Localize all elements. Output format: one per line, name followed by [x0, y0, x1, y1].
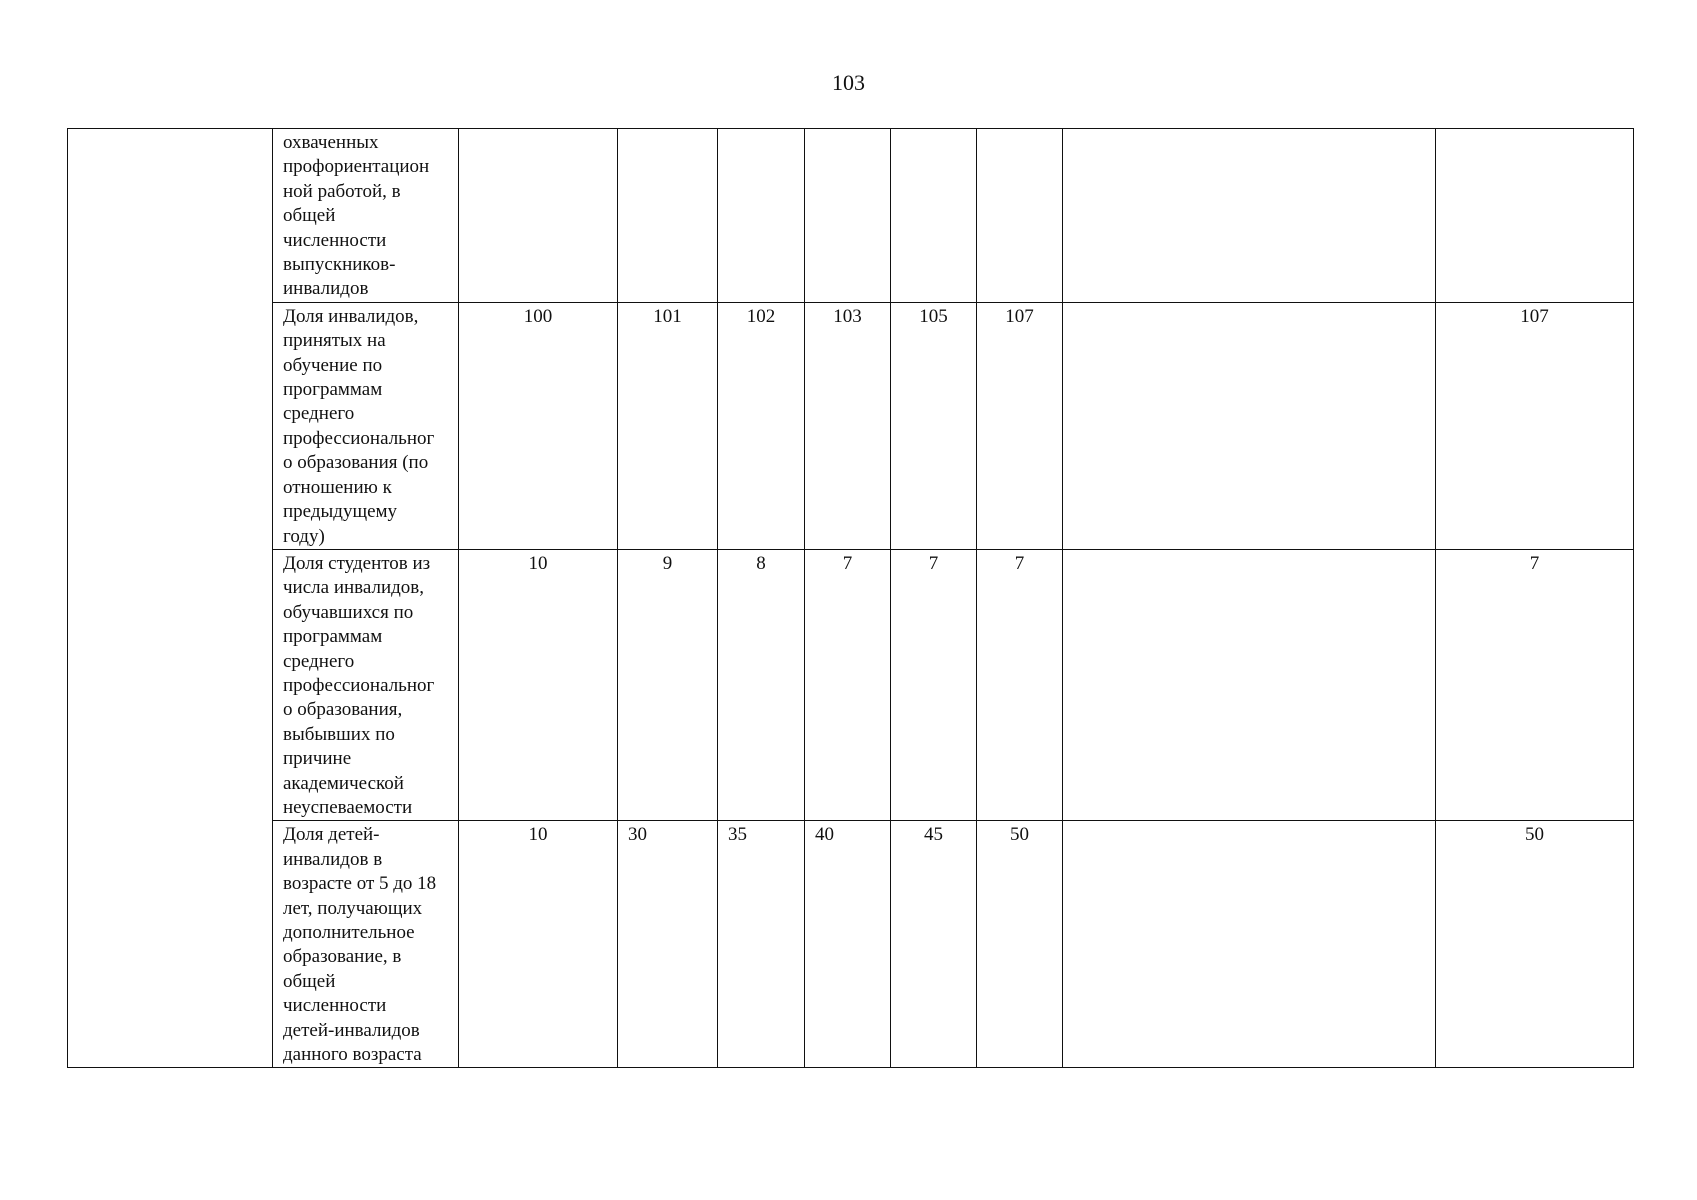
- row-description-cell: [273, 821, 459, 1068]
- value-cell-8: 7: [1436, 549, 1634, 820]
- desc-line: возрасте от 5 до 18: [283, 873, 437, 895]
- value-cell-3: 8: [718, 549, 805, 820]
- desc-line: среднего: [283, 403, 355, 425]
- desc-line: году): [283, 525, 325, 547]
- value-cell-1: 100: [459, 302, 618, 549]
- desc-line: Доля студентов из: [283, 552, 431, 574]
- desc-line: академической: [283, 772, 404, 794]
- desc-line: численности: [283, 229, 387, 251]
- table-row: [68, 302, 1634, 549]
- table-row: [68, 549, 1634, 820]
- desc-line: Доля инвалидов,: [283, 305, 419, 327]
- row-description-cell: [273, 302, 459, 549]
- page-number: 103: [832, 70, 865, 95]
- value-cell-8: [1436, 129, 1634, 303]
- table-row: [68, 821, 1634, 1068]
- empty-left-cell: [68, 129, 273, 1068]
- value-cell-2: 9: [618, 549, 718, 820]
- desc-line: детей-инвалидов: [283, 1019, 420, 1041]
- value-cell-1: 10: [459, 549, 618, 820]
- value-cell-6: [977, 129, 1063, 303]
- desc-line: обучение по: [283, 354, 383, 376]
- value-cell-1: 10: [459, 821, 618, 1068]
- table-row: [68, 129, 1634, 303]
- desc-line: предыдущему: [283, 501, 398, 523]
- desc-line: выбывших по: [283, 723, 395, 745]
- desc-line: общей: [283, 205, 336, 227]
- desc-line: образование, в: [283, 946, 402, 968]
- desc-line: лет, получающих: [283, 897, 423, 919]
- value-cell-8: 107: [1436, 302, 1634, 549]
- value-cell-7: [1063, 302, 1436, 549]
- row-description-cell: [273, 129, 459, 303]
- desc-line: обучавшихся по: [283, 601, 414, 623]
- desc-line: дополнительное: [283, 922, 415, 943]
- value-cell-5: 105: [891, 302, 977, 549]
- desc-line: о образования (по: [283, 452, 429, 474]
- value-cell-4: 7: [805, 549, 891, 820]
- desc-line: причине: [283, 748, 352, 770]
- desc-line: отношению к: [283, 476, 392, 498]
- value-cell-5: [891, 129, 977, 303]
- desc-line: принятых на: [283, 330, 386, 352]
- desc-line: инвалидов в: [283, 848, 383, 870]
- desc-line: о образования,: [283, 699, 403, 721]
- value-cell-6: 50: [977, 821, 1063, 1068]
- desc-line: инвалидов: [283, 278, 369, 300]
- desc-line: среднего: [283, 650, 355, 672]
- desc-line: ной работой, в: [283, 180, 401, 202]
- desc-line: профессиональног: [283, 427, 435, 449]
- desc-line: численности: [283, 995, 387, 1017]
- value-cell-8: 50: [1436, 821, 1634, 1068]
- value-cell-6: 7: [977, 549, 1063, 820]
- value-cell-3: [718, 129, 805, 303]
- desc-line: охваченных: [283, 132, 379, 153]
- value-cell-5: 45: [891, 821, 977, 1068]
- desc-line: неуспеваемости: [283, 796, 413, 818]
- value-cell-1: [459, 129, 618, 303]
- desc-line: Доля детей-: [283, 824, 380, 846]
- value-cell-4: [805, 129, 891, 303]
- value-cell-3: 102: [718, 302, 805, 549]
- value-cell-6: 107: [977, 302, 1063, 549]
- value-cell-4: 40: [805, 821, 891, 1068]
- desc-line: программам: [283, 379, 383, 401]
- value-cell-7: [1063, 129, 1436, 303]
- row-description-cell: [273, 549, 459, 820]
- value-cell-2: [618, 129, 718, 303]
- desc-line: числа инвалидов,: [283, 577, 425, 599]
- desc-line: профессиональног: [283, 674, 435, 696]
- desc-line: выпускников-: [283, 254, 396, 276]
- desc-line: данного возраста: [283, 1044, 422, 1066]
- value-cell-5: 7: [891, 549, 977, 820]
- value-cell-4: 103: [805, 302, 891, 549]
- value-cell-7: [1063, 821, 1436, 1068]
- value-cell-2: 101: [618, 302, 718, 549]
- desc-line: программам: [283, 626, 383, 648]
- value-cell-3: 35: [718, 821, 805, 1068]
- value-cell-2: 30: [618, 821, 718, 1068]
- indicators-table: [67, 128, 1634, 1068]
- desc-line: профориентацион: [283, 156, 430, 178]
- desc-line: общей: [283, 970, 336, 992]
- value-cell-7: [1063, 549, 1436, 820]
